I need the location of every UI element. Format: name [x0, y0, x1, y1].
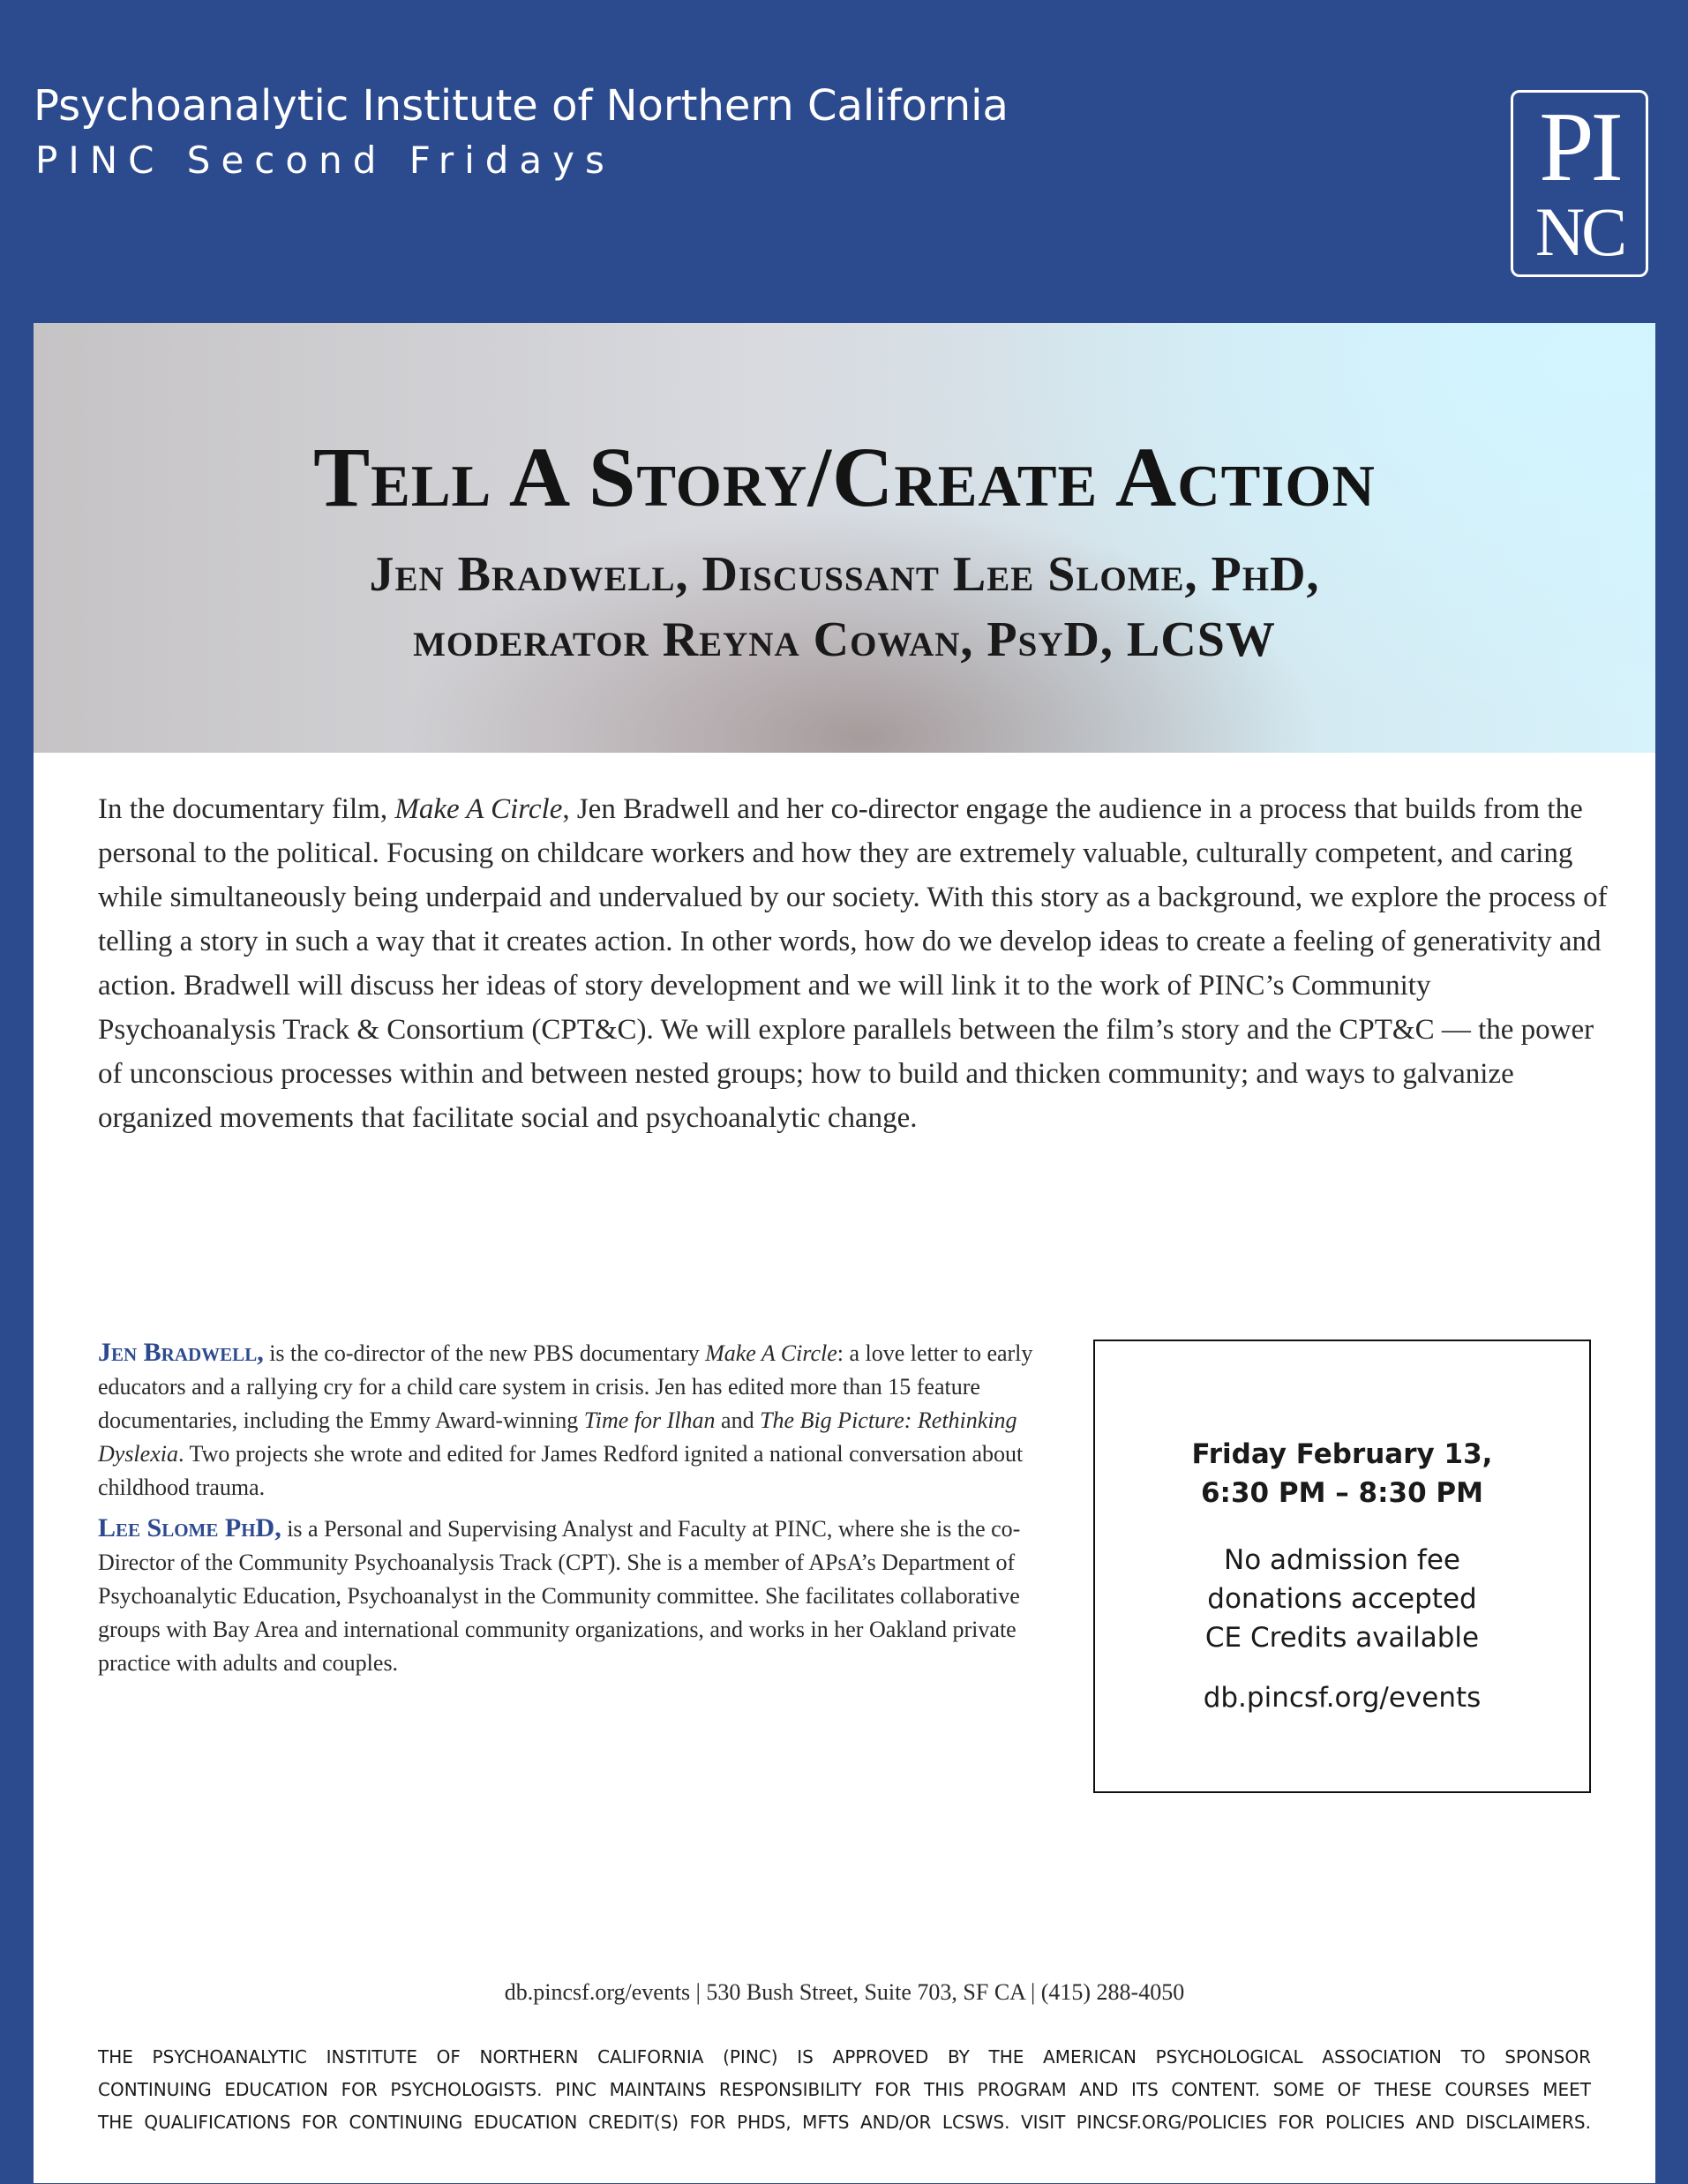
title-banner	[34, 323, 1655, 753]
bio-jen-text2: : a love letter to early educators and a rallying cry for a child care system in crisis. Jen has edited more than 15 feature documentaries, including the Emmy Award-winning	[98, 1340, 1033, 1433]
event-donations: donations accepted	[1207, 1583, 1477, 1615]
event-credits: CE Credits available	[1204, 1622, 1480, 1654]
pinc-logo	[1511, 90, 1648, 277]
bio-lee-name: Lee Slome PhD,	[98, 1513, 281, 1542]
event-info-box	[1093, 1340, 1591, 1793]
bio-jen-text3: and	[715, 1407, 761, 1433]
intro-text-rest: , Jen Bradwell and her co-director engage the audience in a process that builds from the personal to the political. Focusing on childcare workers and how they are extremely valuable, culturally competent, and caring while simultaneously being underpaid and undervalued by our society. With this story as a background, we explore the process of telling a story in such a way that it creates action. In other words, how do we develop ideas to create a feeling of generativity and action. Bradwell will discuss her ideas of story development and we will link it to the work of PINC’s Community Psychoanalysis Track & Consortium (CPT&C). We will explore parallels between the film’s story and the CPT&C — the power of unconscious processes within and between nested groups; how to build and thicken community; and ways to galvanize organized movements that facilitate social and psychoanalytic change.	[98, 793, 1608, 1134]
bio-jen-name: Jen Bradwell,	[98, 1338, 264, 1367]
event-url[interactable]: db.pincsf.org/events	[1203, 1682, 1482, 1714]
org-name: Psychoanalytic Institute of Northern California	[34, 81, 1009, 131]
bio-lee	[98, 1512, 1077, 1680]
event-fee: No admission fee	[1224, 1544, 1460, 1576]
ce-disclaimer	[98, 2041, 1591, 2139]
event-subtitle-line1: Jen Bradwell, Discussant Lee Slome, PhD,	[369, 547, 1320, 602]
bio-jen-film: Make A Circle	[705, 1340, 837, 1366]
disclaimer-line1: THE PSYCHOANALYTIC INSTITUTE OF NORTHERN CALIFORNIA (PINC) IS APPROVED BY THE AMERICAN PSYCHOLOGICAL ASSOCIATION TO SPONSOR	[98, 2046, 1591, 2068]
speaker-bios	[98, 1336, 1077, 1687]
bio-lee-text: is a Personal and Supervising Analyst and Faculty at PINC, where she is the co-Director of the Community Psychoanalysis Track (CPT). She is a member of APsA’s Department of Psychoanalytic Education, Psychoanalyst in the Community committee. She facilitates collaborative groups with Bay Area and international community organizations, and works in her Oakland private practice with adults and couples.	[98, 1516, 1021, 1676]
series-name: PINC Second Fridays	[35, 139, 615, 182]
contact-line: db.pincsf.org/events | 530 Bush Street, Suite 703, SF CA | (415) 288-4050	[504, 1979, 1185, 2005]
bio-jen-text1: is the co-director of the new PBS documentary	[263, 1340, 706, 1366]
logo-top-letters: PI	[1539, 93, 1620, 202]
bio-jen-text4: . Two projects she wrote and edited for James Redford ignited a national conversation about childhood trauma.	[98, 1441, 1024, 1500]
content-sheet	[34, 323, 1655, 2183]
bio-jen-film3: The Big Picture: Rethinking Dyslexia	[98, 1407, 1017, 1467]
event-subtitle-line2: moderator Reyna Cowan, PsyD, LCSW	[413, 612, 1276, 667]
event-time: 6:30 PM – 8:30 PM	[1200, 1477, 1484, 1509]
intro-paragraph	[98, 787, 1616, 1140]
intro-film-title: Make A Circle	[394, 793, 563, 825]
event-title: Tell A Story/Create Action	[313, 430, 1376, 524]
disclaimer-line3: THE QUALIFICATIONS FOR CONTINUING EDUCATION CREDIT(S) FOR PHDS, MFTS AND/OR LCSWS. VISIT PINCSF.ORG/POLICIES FOR POLICIES AND DISCLAIMERS.	[98, 2112, 1591, 2133]
disclaimer-line2: CONTINUING EDUCATION FOR PSYCHOLOGISTS. PINC MAINTAINS RESPONSIBILITY FOR THIS PROGRAM AND ITS CONTENT. SOME OF THESE COURSES MEET	[98, 2079, 1591, 2100]
logo-bottom-letters: NC	[1534, 193, 1624, 270]
bio-jen-film2: Time for Ilhan	[583, 1407, 716, 1433]
event-date: Friday February 13,	[1191, 1438, 1493, 1470]
intro-text-start: In the documentary film,	[98, 793, 395, 825]
bio-jen	[98, 1336, 1077, 1505]
